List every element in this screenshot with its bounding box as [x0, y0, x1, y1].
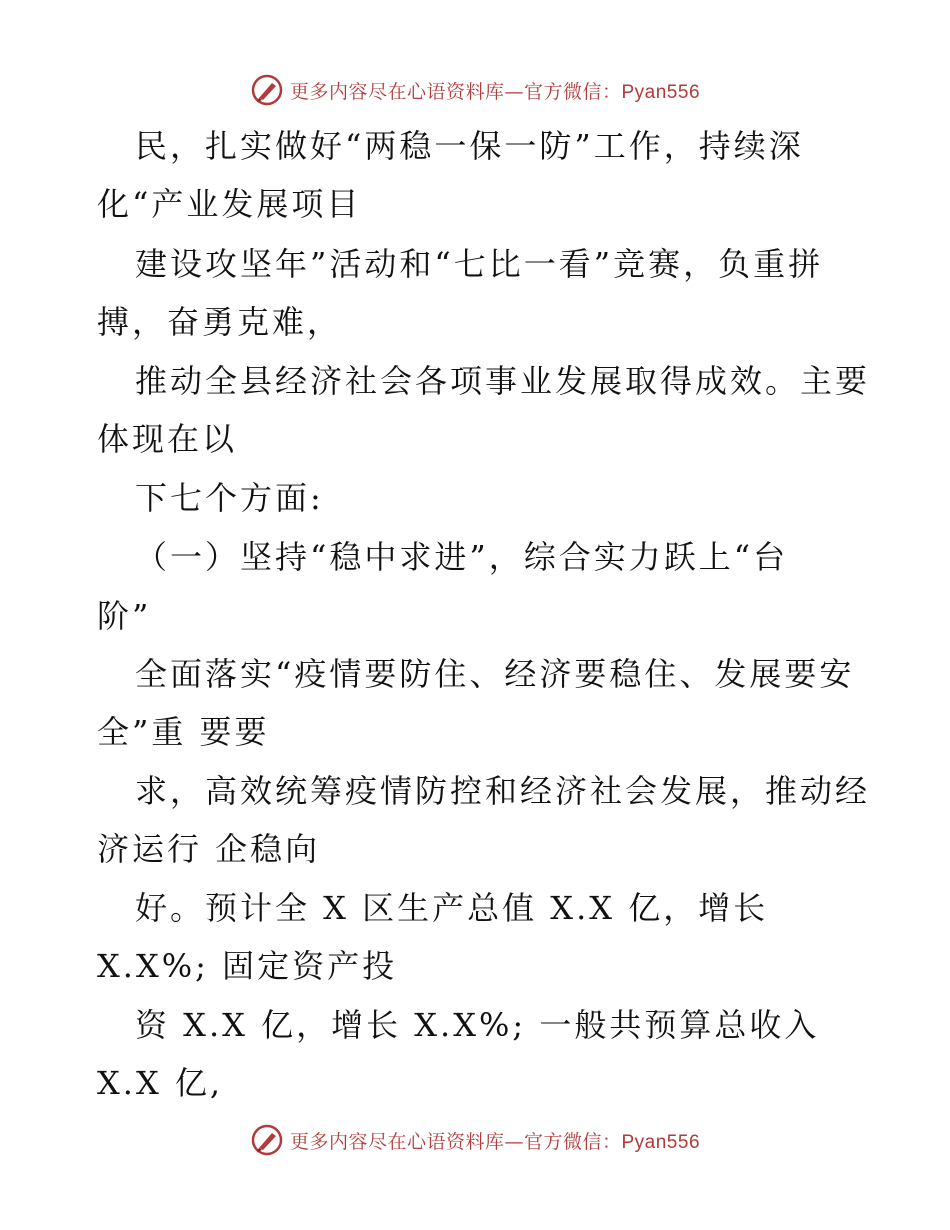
body-line: 资 X.X 亿，增长 X.X%; 一般共预算总收入 [135, 1006, 820, 1044]
body-line: 全”重 要要 [97, 713, 270, 751]
body-line: 建设攻坚年”活动和“七比一看”竞赛，负重拼 [135, 245, 824, 283]
body-line: 下七个方面: [135, 479, 324, 517]
watermark-text: 更多内容尽在心语资料库—官方微信：Pyan556 [289, 1130, 701, 1153]
body-line: 体现在以 [97, 420, 238, 458]
body-line: 好。预计全 X 区生产总值 X.X 亿，增长 [135, 889, 769, 927]
body-line: 化“产业发展项目 [97, 185, 362, 223]
watermark-id: Pyan556 [621, 81, 701, 103]
body-line: X.X 亿, [97, 1064, 224, 1102]
pen-logo-icon [250, 1123, 284, 1157]
body-line: X.X%; 固定资产投 [97, 947, 398, 985]
body-line: 济运行 企稳向 [97, 830, 321, 868]
watermark-id: Pyan556 [621, 1131, 701, 1153]
section-heading-cont: 阶” [97, 597, 152, 635]
body-line: 搏，奋勇克难， [97, 303, 343, 341]
body-line: 全面落实“疫情要防住、经济要稳住、发展要安 [135, 655, 855, 693]
body-line: 推动全县经济社会各项事业发展取得成效。主要 [135, 362, 871, 400]
body-line: 民，扎实做好“两稳一保一防”工作，持续深 [135, 127, 804, 165]
watermark-footer [0, 1120, 950, 1160]
watermark-text: 更多内容尽在心语资料库—官方微信：Pyan556 [289, 80, 701, 103]
body-line: 求，高效统筹疫情防控和经济社会发展，推动经 [135, 772, 871, 810]
section-heading: （一）坚持“稳中求进”，综合实力跃上“台 [135, 538, 789, 576]
